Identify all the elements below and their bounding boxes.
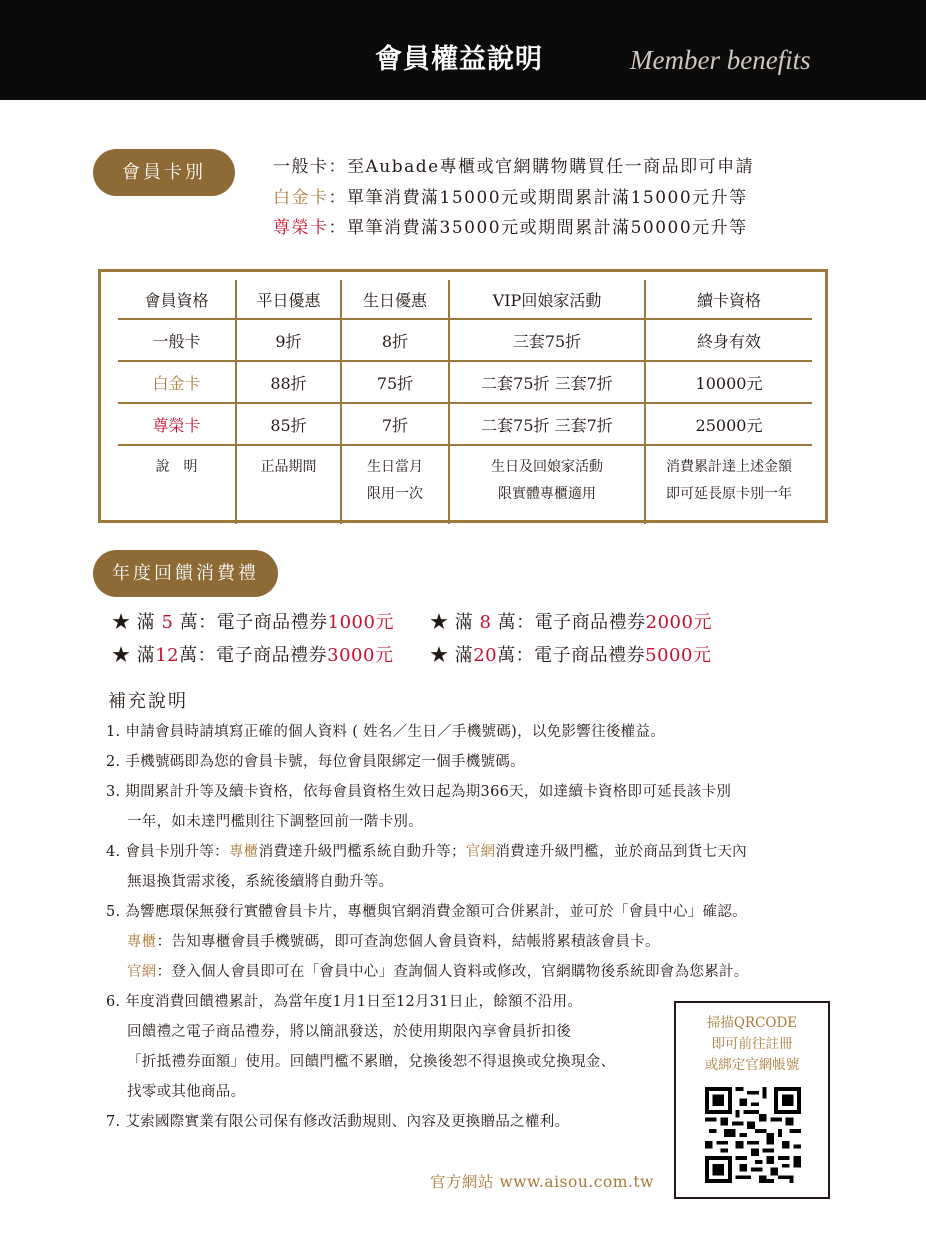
note-line xyxy=(106,927,841,957)
note-line: 「折抵禮券面額」使用。回饋門檻不累贈，兌換後恕不得退換或兌換現金、 xyxy=(127,1054,616,1070)
cell-line: 生日及回娘家活動 xyxy=(491,459,603,475)
table-header-cell: 續卡資格 xyxy=(645,280,812,319)
gift-row xyxy=(112,606,748,639)
card-type-desc: 單筆消費滿15000元或期間累計滿15000元升等 xyxy=(347,187,748,208)
gift-amount: 20 xyxy=(473,645,498,666)
gift-amount: 8 xyxy=(473,612,498,633)
gift-mid: 萬：電子商品禮券 xyxy=(497,612,646,633)
gift-value: 3000元 xyxy=(327,645,394,666)
page-title: 會員權益說明 xyxy=(375,44,543,75)
table-cell: 二套75折 三套7折 xyxy=(449,361,645,403)
table-header-row xyxy=(118,280,812,319)
qr-caption-line: 即可前往註冊 xyxy=(711,1036,793,1052)
cell-line: 消費累計達上述金額 xyxy=(666,459,792,475)
header-bar xyxy=(0,0,926,100)
table-header-cell: 平日優惠 xyxy=(236,280,341,319)
gift-item xyxy=(430,639,748,672)
card-type-name: 尊榮卡 xyxy=(273,218,329,238)
card-type-colon: ： xyxy=(328,218,347,238)
star-icon: ★ xyxy=(430,645,449,666)
card-type-colon: ： xyxy=(328,187,347,208)
card-type-desc: 至Aubade專櫃或官網購物購買任一商品即可申請 xyxy=(347,157,755,177)
website-label: 官方網站 xyxy=(430,1173,495,1191)
card-type-desc: 單筆消費滿35000元或期間累計滿50000元升等 xyxy=(347,218,748,238)
note-highlight: 官網 xyxy=(465,844,496,860)
note-line xyxy=(106,837,841,867)
star-icon: ★ xyxy=(112,612,131,633)
table-cell xyxy=(341,445,449,524)
benefits-table xyxy=(118,280,812,524)
star-icon: ★ xyxy=(112,645,131,666)
table-cell: 8折 xyxy=(341,319,449,361)
table-cell: 白金卡 xyxy=(118,361,236,403)
website-url: www.aisou.com.tw xyxy=(499,1173,654,1191)
table-cell: 三套75折 xyxy=(449,319,645,361)
gift-row xyxy=(112,639,748,672)
table-cell: 85折 xyxy=(236,403,341,445)
cell-line: 限用一次 xyxy=(367,486,423,502)
table-header-cell: 生日優惠 xyxy=(341,280,449,319)
gift-item xyxy=(430,606,748,639)
card-type-name: 白金卡 xyxy=(273,187,329,208)
table-cell: 9折 xyxy=(236,319,341,361)
note-line: 回饋禮之電子商品禮券，將以簡訊發送，於使用期限內享會員折扣後 xyxy=(127,1024,571,1040)
annual-gift-pill: 年度回饋消費禮 xyxy=(93,550,278,597)
table-cell: 說 明 xyxy=(155,459,198,475)
table-cell: 7折 xyxy=(341,403,449,445)
note-line: 7. 艾索國際實業有限公司保有修改活動規則、內容及更換贈品之權利。 xyxy=(106,1114,570,1130)
gift-pre: 滿 xyxy=(454,645,474,666)
gift-value: 1000元 xyxy=(327,612,394,633)
note-text: 消費達升級門檻，並於商品到貨七天內 xyxy=(495,844,747,860)
note-text: 消費達升級門檻系統自動升等； xyxy=(258,844,466,860)
table-cell: 正品期間 xyxy=(236,445,341,524)
note-highlight: 專櫃 xyxy=(127,934,157,950)
qr-code-icon[interactable] xyxy=(705,1087,801,1183)
note-line: 找零或其他商品。 xyxy=(127,1084,246,1100)
card-type-pill: 會員卡別 xyxy=(93,149,235,196)
gift-mid: 萬：電子商品禮券 xyxy=(497,645,646,666)
table-cell: 一般卡 xyxy=(118,319,236,361)
gift-pre: 滿 xyxy=(136,612,156,633)
table-note-row xyxy=(118,445,812,524)
table-cell: 尊榮卡 xyxy=(118,403,236,445)
card-type-prestige xyxy=(273,213,754,244)
note-line: 無退換貨需求後，系統後續將自動升等。 xyxy=(127,874,394,890)
gift-mid: 萬：電子商品禮券 xyxy=(179,645,328,666)
cell-line: 即可延長原卡別一年 xyxy=(666,486,792,502)
table-cell xyxy=(645,445,812,524)
gift-value: 5000元 xyxy=(645,645,712,666)
note-line xyxy=(106,957,841,987)
table-cell: 10000元 xyxy=(645,361,812,403)
note-text: ：告知專櫃會員手機號碼，即可查詢您個人會員資料，結帳將累積該會員卡。 xyxy=(156,934,660,950)
note-line: 一年，如未達門檻則往下調整回前一階卡別。 xyxy=(127,814,423,830)
card-type-name: 一般卡： xyxy=(273,157,347,177)
note-text: ：登入個人會員即可在「會員中心」查詢個人資料或修改，官網購物後系統即會為您累計。 xyxy=(156,964,749,980)
qr-caption-line: 或綁定官網帳號 xyxy=(704,1057,800,1073)
note-line: 6. 年度消費回饋禮累計，為當年度1月1日至12月31日止，餘額不沿用。 xyxy=(106,994,583,1010)
table-header-cell: 會員資格 xyxy=(118,280,236,319)
note-line: 5. 為響應環保無發行實體會員卡片，專櫃與官網消費金額可合併累計，並可於「會員中心」確認。 xyxy=(106,904,747,920)
gift-list xyxy=(112,606,748,672)
website-link[interactable] xyxy=(430,1170,654,1192)
gift-mid: 萬：電子商品禮券 xyxy=(179,612,328,633)
card-type-list xyxy=(273,152,754,244)
table-row xyxy=(118,403,812,445)
table-cell: 88折 xyxy=(236,361,341,403)
gift-item xyxy=(112,606,430,639)
page-subtitle: Member benefits xyxy=(630,45,811,75)
note-text: 4. 會員卡別升等： xyxy=(106,844,229,860)
card-type-regular xyxy=(273,152,754,183)
note-highlight: 專櫃 xyxy=(228,844,259,860)
table-cell: 75折 xyxy=(341,361,449,403)
table-cell: 二套75折 三套7折 xyxy=(449,403,645,445)
card-type-platinum xyxy=(273,183,754,214)
gift-amount: 12 xyxy=(155,645,180,666)
note-line: 3. 期間累計升等及續卡資格，依每會員資格生效日起為期366天，如達續卡資格即可延長該卡別 xyxy=(106,784,732,800)
gift-amount: 5 xyxy=(155,612,180,633)
table-row xyxy=(118,361,812,403)
gift-value: 2000元 xyxy=(645,612,712,633)
notes-title: 補充說明 xyxy=(108,691,188,712)
cell-line: 生日當月 xyxy=(367,459,423,475)
gift-pre: 滿 xyxy=(136,645,156,666)
table-cell: 終身有效 xyxy=(645,319,812,361)
note-line: 1. 申請會員時請填寫正確的個人資料 ( 姓名／生日／手機號碼)，以免影響往後權益。 xyxy=(106,724,666,740)
note-line: 2. 手機號碼即為您的會員卡號，每位會員限綁定一個手機號碼。 xyxy=(106,754,525,770)
table-cell xyxy=(449,445,645,524)
gift-pre: 滿 xyxy=(454,612,474,633)
qr-caption xyxy=(676,1013,828,1076)
qr-code-box xyxy=(674,1001,830,1199)
note-highlight: 官網 xyxy=(127,964,157,980)
table-header-cell: VIP回娘家活動 xyxy=(449,280,645,319)
table-row xyxy=(118,319,812,361)
cell-line: 限實體專櫃適用 xyxy=(498,486,596,502)
qr-caption-line: 掃描QRCODE xyxy=(706,1015,798,1031)
table-cell: 25000元 xyxy=(645,403,812,445)
gift-item xyxy=(112,639,430,672)
star-icon: ★ xyxy=(430,612,449,633)
